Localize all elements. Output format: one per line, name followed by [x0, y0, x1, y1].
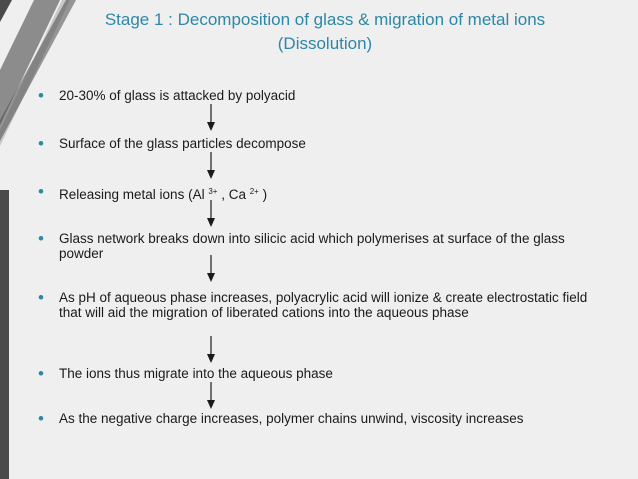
down-arrow-icon — [206, 382, 216, 410]
down-arrow-icon — [206, 255, 216, 283]
charge-aluminium: 3+ — [208, 187, 218, 196]
bullet-text: As the negative charge increases, polymer chains unwind, viscosity increases — [59, 411, 524, 426]
bullet-2 — [38, 134, 598, 153]
down-arrow-icon — [206, 336, 216, 364]
bullet-dot: • — [38, 182, 44, 201]
down-arrow-icon — [206, 200, 216, 228]
down-arrow-icon — [206, 152, 216, 180]
ion-text-calcium: , Ca — [217, 187, 250, 202]
slide-title — [60, 8, 590, 56]
bullet-6 — [38, 364, 598, 383]
bullet-7 — [38, 409, 598, 428]
bullet-dot: • — [38, 134, 44, 153]
bullet-dot: • — [38, 229, 44, 248]
bullet-dot: • — [38, 409, 44, 428]
ion-text-aluminium: Releasing metal ions (Al — [59, 187, 209, 202]
bullet-text: Surface of the glass particles decompose — [59, 136, 306, 151]
title-line-1: Stage 1 : Decomposition of glass & migration of metal ions — [104, 10, 546, 29]
bullet-text: Glass network breaks down into silicic acid which polymerises at surface of the glass powder — [59, 231, 565, 261]
bullet-1 — [38, 86, 598, 105]
stripe-left-bar — [0, 190, 9, 479]
bullet-dot: • — [38, 288, 44, 307]
bullet-text: The ions thus migrate into the aqueous phase — [59, 366, 333, 381]
bullet-3 — [38, 182, 598, 203]
title-line-2: (Dissolution) — [277, 34, 373, 53]
bullet-text — [59, 185, 598, 203]
bullet-dot: • — [38, 364, 44, 383]
bullet-5 — [38, 288, 598, 320]
charge-calcium: 2+ — [249, 187, 259, 196]
bullet-dot: • — [38, 86, 44, 105]
down-arrow-icon — [206, 104, 216, 132]
bullet-text: As pH of aqueous phase increases, polyacrylic acid will ionize & create electrostatic field that will aid the migration of liberated cations into the aqueous phase — [59, 290, 588, 320]
bullet-text: 20-30% of glass is attacked by polyacid — [59, 88, 296, 103]
bullet-4 — [38, 229, 598, 261]
ion-text-close: ) — [258, 187, 268, 202]
stripe-corner — [0, 0, 12, 22]
